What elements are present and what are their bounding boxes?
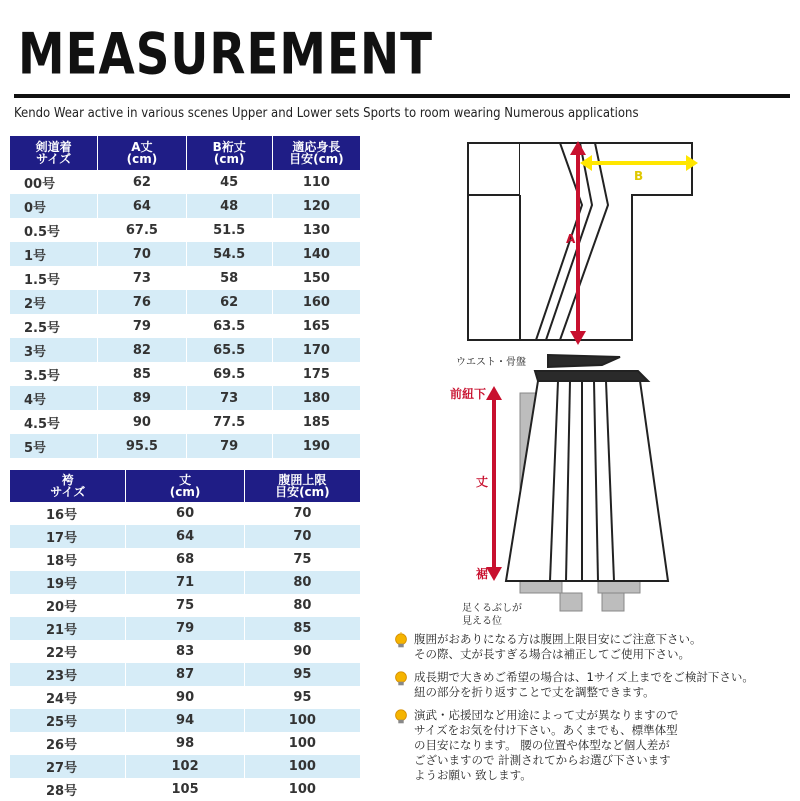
note-3: [390, 708, 795, 783]
value-cell: 64: [98, 194, 186, 218]
value-cell: 170: [273, 338, 360, 362]
value-cell: 62: [98, 170, 186, 194]
table-row: [10, 386, 360, 410]
page-title: MEASUREMENT: [18, 22, 434, 88]
size-cell: 18号: [10, 548, 126, 571]
table-row: [10, 218, 360, 242]
value-cell: 68: [126, 548, 244, 571]
value-cell: 73: [187, 386, 273, 410]
value-cell: 95.5: [98, 434, 186, 458]
value-cell: 175: [273, 362, 360, 386]
value-cell: 75: [126, 594, 244, 617]
lightbulb-icon: [392, 632, 410, 650]
table-row: [10, 778, 360, 801]
size-cell: 21号: [10, 617, 126, 640]
value-cell: 76: [98, 290, 186, 314]
column-header-waist: 腹囲上限 目安(cm): [245, 470, 360, 502]
size-cell: 2号: [10, 290, 98, 314]
column-header-height: 適応身長 目安(cm): [273, 136, 360, 170]
note-text: ございますので 計測されてからお選び下さいます: [414, 753, 671, 767]
size-cell: 1.5号: [10, 266, 98, 290]
table-row: [10, 663, 360, 686]
value-cell: 69.5: [187, 362, 273, 386]
size-cell: 3号: [10, 338, 98, 362]
value-cell: 62: [187, 290, 273, 314]
value-cell: 87: [126, 663, 244, 686]
hem-label: 裾: [476, 567, 489, 581]
value-cell: 150: [273, 266, 360, 290]
lightbulb-icon: [392, 708, 410, 726]
value-cell: 73: [98, 266, 186, 290]
value-cell: 95: [245, 686, 360, 709]
value-cell: 110: [273, 170, 360, 194]
value-cell: 71: [126, 571, 244, 594]
value-cell: 80: [245, 594, 360, 617]
size-cell: 17号: [10, 525, 126, 548]
value-cell: 58: [187, 266, 273, 290]
value-cell: 90: [245, 640, 360, 663]
note-2: [390, 670, 795, 700]
table-row: [10, 290, 360, 314]
value-cell: 185: [273, 410, 360, 434]
table-row: [10, 242, 360, 266]
column-header-length: 丈 (cm): [126, 470, 244, 502]
table-row: [10, 362, 360, 386]
size-cell: 23号: [10, 663, 126, 686]
value-cell: 160: [273, 290, 360, 314]
value-cell: 100: [245, 778, 360, 801]
value-cell: 90: [98, 410, 186, 434]
value-cell: 63.5: [187, 314, 273, 338]
value-cell: 65.5: [187, 338, 273, 362]
table-row: [10, 338, 360, 362]
value-cell: 70: [245, 502, 360, 525]
value-cell: 64: [126, 525, 244, 548]
value-cell: 165: [273, 314, 360, 338]
size-cell: 2.5号: [10, 314, 98, 338]
value-cell: 75: [245, 548, 360, 571]
note-text: 演武・応援団など用途によって丈が異なりますので: [414, 708, 679, 722]
note-text: 腹囲がおありになる方は腹囲上限目安にご注意下さい。: [414, 632, 702, 646]
table-row: [10, 732, 360, 755]
table-row: [10, 502, 360, 525]
table-row: [10, 434, 360, 458]
table-row: [10, 594, 360, 617]
value-cell: 130: [273, 218, 360, 242]
size-cell: 19号: [10, 571, 126, 594]
value-cell: 79: [98, 314, 186, 338]
front-cord-label: 前紐下: [450, 387, 487, 401]
kendogi-hakama-illustration: [410, 135, 800, 615]
value-cell: 94: [126, 709, 244, 732]
table-header-row: [10, 136, 360, 170]
value-cell: 77.5: [187, 410, 273, 434]
value-cell: 83: [126, 640, 244, 663]
value-cell: 70: [98, 242, 186, 266]
table-row: [10, 548, 360, 571]
table-header-row: [10, 470, 360, 502]
value-cell: 85: [245, 617, 360, 640]
value-cell: 100: [245, 709, 360, 732]
length-label: 丈: [476, 475, 489, 489]
value-cell: 85: [98, 362, 186, 386]
table-row: [10, 266, 360, 290]
column-header-size: 袴 サイズ: [10, 470, 126, 502]
note-text: 成長期で大きめご希望の場合は、1サイズ上までをご検討下さい。: [414, 670, 754, 684]
value-cell: 79: [187, 434, 273, 458]
column-header-size: 剣道着 サイズ: [10, 136, 98, 170]
value-cell: 180: [273, 386, 360, 410]
ankle-label-line-2: 見える位: [462, 616, 502, 627]
value-cell: 105: [126, 778, 244, 801]
size-notes: [390, 632, 795, 791]
hakama-size-table: [10, 470, 360, 801]
size-cell: 5号: [10, 434, 98, 458]
table-row: [10, 686, 360, 709]
value-cell: 48: [187, 194, 273, 218]
value-cell: 70: [245, 525, 360, 548]
table-row: [10, 410, 360, 434]
value-cell: 190: [273, 434, 360, 458]
lightbulb-icon: [392, 670, 410, 688]
value-cell: 80: [245, 571, 360, 594]
label-b: B: [634, 169, 644, 183]
value-cell: 82: [98, 338, 186, 362]
table-row: [10, 314, 360, 338]
size-cell: 0号: [10, 194, 98, 218]
size-cell: 22号: [10, 640, 126, 663]
value-cell: 89: [98, 386, 186, 410]
value-cell: 60: [126, 502, 244, 525]
hakama: [506, 355, 668, 611]
table-row: [10, 755, 360, 778]
size-cell: 4号: [10, 386, 98, 410]
value-cell: 102: [126, 755, 244, 778]
note-1: [390, 632, 795, 662]
table-row: [10, 170, 360, 194]
table-row: [10, 617, 360, 640]
value-cell: 79: [126, 617, 244, 640]
size-cell: 28号: [10, 778, 126, 801]
size-cell: 25号: [10, 709, 126, 732]
size-cell: 3.5号: [10, 362, 98, 386]
column-header-a-length: A丈 (cm): [98, 136, 186, 170]
waist-label: ウエスト・骨盤: [456, 357, 526, 368]
column-header-b-sleeve: B裄丈 (cm): [187, 136, 273, 170]
value-cell: 140: [273, 242, 360, 266]
size-cell: 00号: [10, 170, 98, 194]
page-subtitle: Kendo Wear active in various scenes Upper and Lower sets Sports to room wearing Numerous applications: [14, 106, 639, 121]
value-cell: 100: [245, 755, 360, 778]
size-cell: 27号: [10, 755, 126, 778]
title-divider: [14, 94, 790, 98]
arrow-length: [486, 386, 502, 581]
size-cell: 0.5号: [10, 218, 98, 242]
value-cell: 100: [245, 732, 360, 755]
ankle-label-line-1: 足くるぶしが: [462, 603, 522, 614]
value-cell: 67.5: [98, 218, 186, 242]
value-cell: 95: [245, 663, 360, 686]
table-row: [10, 525, 360, 548]
table-row: [10, 709, 360, 732]
size-cell: 20号: [10, 594, 126, 617]
value-cell: 98: [126, 732, 244, 755]
table-row: [10, 571, 360, 594]
kendogi-size-table: [10, 136, 360, 458]
value-cell: 54.5: [187, 242, 273, 266]
garment-diagram: [410, 135, 800, 627]
value-cell: 90: [126, 686, 244, 709]
size-cell: 24号: [10, 686, 126, 709]
size-cell: 4.5号: [10, 410, 98, 434]
table-row: [10, 194, 360, 218]
note-text: サイズをお気を付け下さい。あくまでも、標準体型: [414, 723, 678, 737]
size-cell: 26号: [10, 732, 126, 755]
note-text: 紐の部分を折り返すことで丈を調整できます。: [414, 685, 655, 699]
note-text: その際、丈が長すぎる場合は補正してご使用下さい。: [414, 647, 690, 661]
label-a: A: [566, 232, 576, 246]
note-text: の目安になります。 腰の位置や体型など個人差が: [414, 738, 670, 752]
table-row: [10, 640, 360, 663]
note-text: ようお願い 致します。: [414, 768, 532, 782]
value-cell: 45: [187, 170, 273, 194]
value-cell: 120: [273, 194, 360, 218]
size-cell: 1号: [10, 242, 98, 266]
value-cell: 51.5: [187, 218, 273, 242]
size-cell: 16号: [10, 502, 126, 525]
